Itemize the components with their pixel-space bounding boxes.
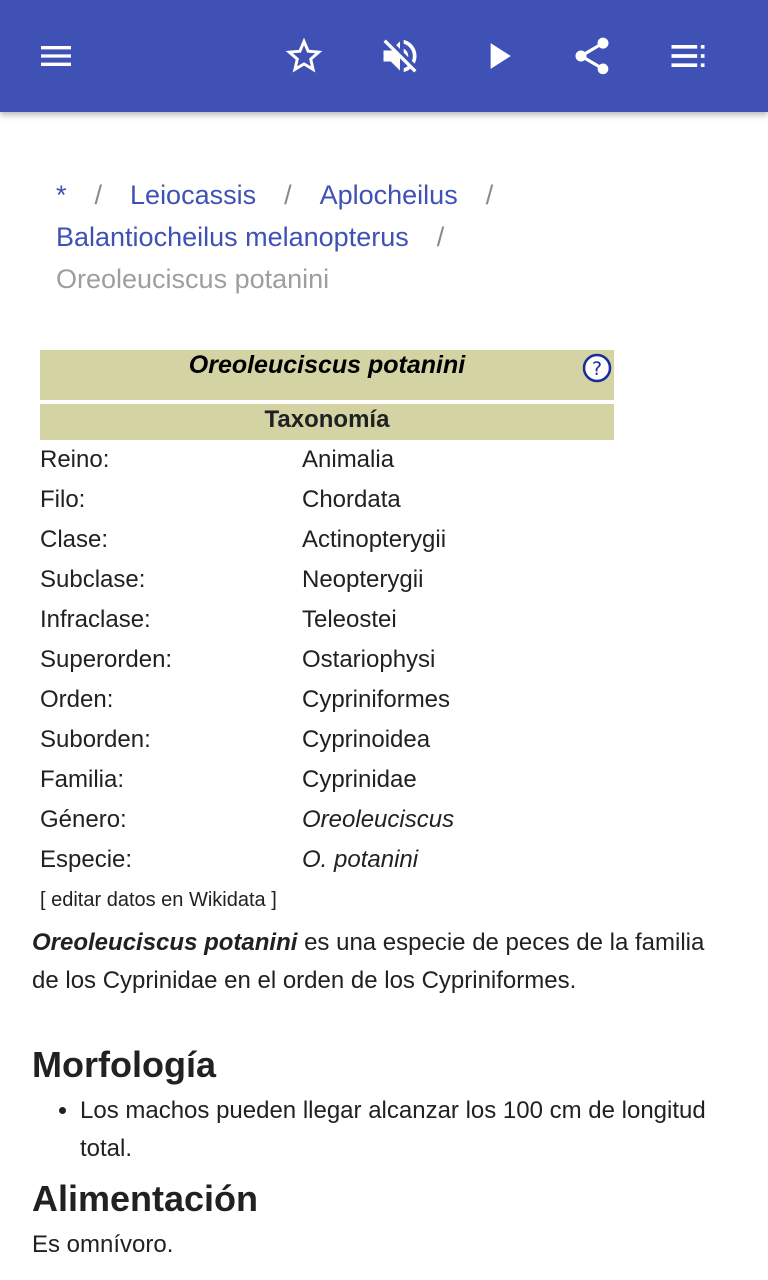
breadcrumb-separator: / — [485, 180, 494, 210]
breadcrumb-item[interactable]: * — [56, 180, 67, 210]
table-row — [40, 560, 614, 600]
taxonomy-table — [40, 440, 614, 880]
morfologia-list — [32, 1092, 760, 1168]
table-row — [40, 720, 614, 760]
table-row — [40, 760, 614, 800]
taxon-rank: Filo: — [40, 486, 86, 513]
breadcrumb-item[interactable]: Aplocheilus — [319, 180, 458, 210]
list-item: • Los machos pueden llegar alcanzar los 100 cm de longitud total. — [80, 1092, 760, 1168]
breadcrumb — [56, 174, 736, 300]
taxon-rank: Suborden: — [40, 726, 151, 753]
taxon-rank: Familia: — [40, 766, 125, 793]
article-content — [0, 112, 768, 1280]
help-icon[interactable] — [582, 353, 612, 383]
alimentacion-text: Es omnívoro. — [32, 1231, 174, 1258]
intro-species-name: Oreoleuciscus potanini — [32, 929, 298, 956]
taxon-value[interactable]: Teleostei — [302, 606, 397, 633]
taxobox — [40, 350, 614, 920]
breadcrumb-separator: / — [284, 180, 292, 210]
taxon-value[interactable]: Cyprinidae — [302, 766, 417, 793]
breadcrumb-current: Oreoleuciscus potanini — [56, 264, 330, 294]
intro-paragraph — [32, 924, 732, 1000]
intro-text: es una especie de peces de la familia de los Cyprinidae en el orden de los Cypriniformes. — [32, 929, 705, 994]
share-icon[interactable] — [568, 32, 616, 80]
playlist-icon[interactable] — [664, 32, 712, 80]
breadcrumb-item[interactable]: Balantiocheilus melanopterus — [56, 222, 409, 252]
svg-text:?: ? — [591, 358, 603, 380]
table-row — [40, 680, 614, 720]
taxon-rank: Reino: — [40, 446, 110, 473]
taxon-value[interactable]: Ostariophysi — [302, 646, 436, 673]
taxobox-section-header: Taxonomía — [40, 404, 614, 440]
taxon-value: O. potanini — [302, 846, 419, 873]
taxon-rank: Superorden: — [40, 646, 173, 673]
menu-icon[interactable] — [32, 32, 80, 80]
table-row — [40, 800, 614, 840]
app-bar — [0, 0, 768, 112]
breadcrumb-separator: / — [94, 180, 103, 210]
taxon-rank: Subclase: — [40, 566, 146, 593]
taxon-value[interactable]: Oreoleuciscus — [302, 806, 455, 833]
table-row — [40, 600, 614, 640]
taxon-rank: Orden: — [40, 686, 114, 713]
taxon-rank: Infraclase: — [40, 606, 151, 633]
taxon-rank: Especie: — [40, 846, 133, 873]
taxon-value[interactable]: Animalia — [302, 446, 395, 473]
section-heading-alimentacion: Alimentación — [32, 1178, 259, 1219]
taxon-value[interactable]: Cyprinoidea — [302, 726, 431, 753]
taxon-value[interactable]: Actinopterygii — [302, 526, 447, 553]
taxon-value[interactable]: Chordata — [302, 486, 401, 513]
taxon-rank: Clase: — [40, 526, 109, 553]
star-icon[interactable] — [280, 32, 328, 80]
taxon-value[interactable]: Cypriniformes — [302, 686, 451, 713]
taxobox-title-row — [40, 350, 614, 400]
play-icon[interactable] — [474, 32, 522, 80]
table-row — [40, 440, 614, 480]
taxon-value[interactable]: Neopterygii — [302, 566, 424, 593]
table-row — [40, 640, 614, 680]
taxon-rank: Género: — [40, 806, 127, 833]
breadcrumb-item[interactable]: Leiocassis — [130, 180, 257, 210]
taxobox-title: Oreoleuciscus potanini — [188, 351, 466, 379]
table-row — [40, 480, 614, 520]
breadcrumb-separator: / — [436, 222, 445, 252]
table-row — [40, 520, 614, 560]
volume-off-icon[interactable] — [376, 32, 424, 80]
edit-wikidata-link[interactable]: [ editar datos en Wikidata ] — [40, 889, 277, 911]
table-row — [40, 840, 614, 880]
section-heading-morfologia: Morfología — [32, 1044, 216, 1085]
